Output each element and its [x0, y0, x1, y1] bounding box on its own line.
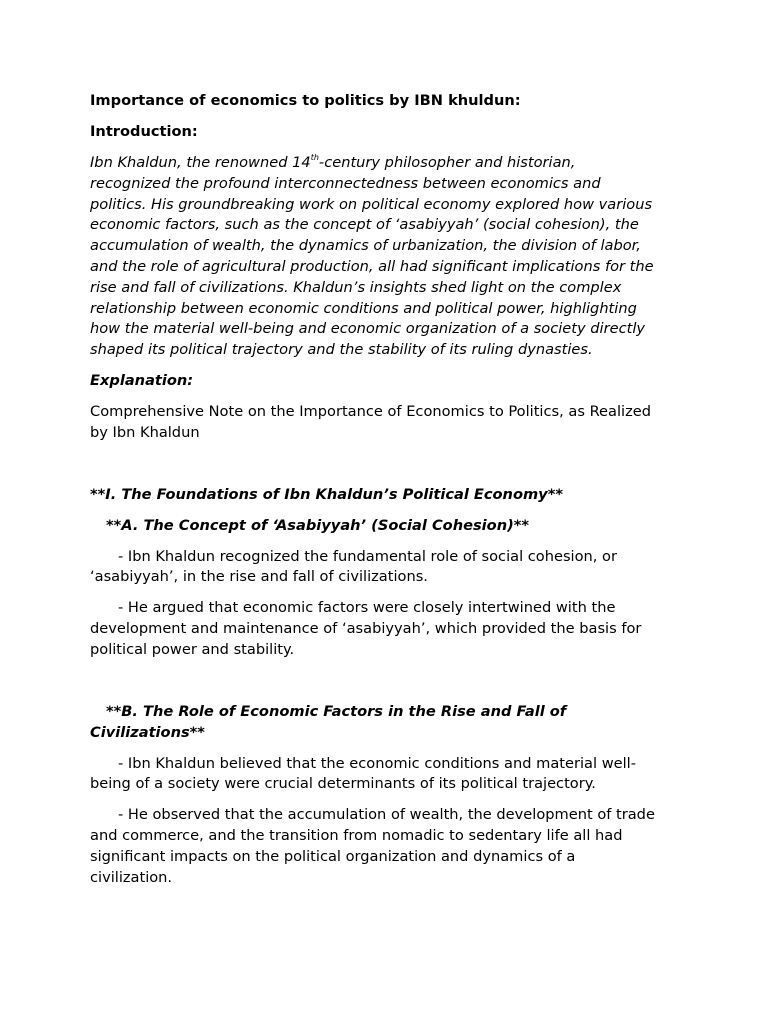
introduction-line: and the role of agricultural production, all had significant implications for the: [90, 257, 654, 275]
bullet-line: and commerce, and the transition from nomadic to sedentary life all had: [90, 827, 623, 845]
bullet-line: significant impacts on the political organization and dynamics of a: [90, 848, 576, 865]
bullet-line: political power and stability.: [90, 641, 295, 659]
bullet-line: - He argued that economic factors were closely intertwined with the: [118, 599, 616, 617]
explanation-line: by Ibn Khaldun: [90, 423, 200, 441]
introduction-line: relationship between economic conditions and political power, highlighting: [90, 299, 637, 317]
bullet-line: civilization.: [90, 868, 173, 886]
introduction-line: economic factors, such as the concept of ‘asabiyyah’ (social cohesion), the: [90, 216, 639, 234]
bullet-line: - Ibn Khaldun believed that the economic conditions and material well-: [118, 754, 636, 772]
subsection-heading: [90, 702, 680, 744]
introduction-line: politics. His groundbreaking work on political economy explored how various: [90, 195, 653, 213]
introduction-line: accumulation of wealth, the dynamics of urbanization, the division of labor,: [90, 237, 641, 255]
introduction-paragraph: [90, 153, 680, 361]
subsection-heading-line: Civilizations**: [90, 723, 205, 741]
bullet-line: - Ibn Khaldun recognized the fundamental role of social cohesion, or: [118, 547, 617, 565]
subsection-heading: **A. The Concept of ‘Asabiyyah’ (Social Cohesion)**: [106, 516, 530, 534]
document-title: Importance of economics to politics by IBN khuldun:: [90, 92, 521, 109]
explanation-heading: Explanation:: [90, 372, 194, 390]
bullet-line: development and maintenance of ‘asabiyyah’, which provided the basis for: [90, 620, 642, 638]
introduction-line: recognized the profound interconnectedness between economics and: [90, 174, 601, 192]
document-body: [90, 91, 680, 889]
ordinal-superscript: th: [310, 153, 319, 163]
introduction-line: shaped its political trajectory and the stability of its ruling dynasties.: [90, 341, 593, 359]
bullet-line: being of a society were crucial determinants of its political trajectory.: [90, 775, 596, 793]
introduction-line: Ibn Khaldun, the renowned 14th-century philosopher and historian,: [90, 153, 576, 171]
explanation-line: Comprehensive Note on the Importance of Economics to Politics, as Realized: [90, 403, 651, 421]
introduction-heading: Introduction:: [90, 122, 198, 140]
section-heading: **I. The Foundations of Ibn Khaldun’s Political Economy**: [90, 485, 563, 503]
bullet-paragraph: [90, 754, 680, 796]
explanation-paragraph: [90, 402, 680, 444]
bullet-paragraph: [90, 805, 680, 888]
bullet-paragraph: [90, 598, 680, 660]
subsection-heading-line: **B. The Role of Economic Factors in the Rise and Fall of: [106, 702, 567, 720]
introduction-line: how the material well-being and economic organization of a society directly: [90, 320, 646, 338]
bullet-paragraph: [90, 547, 680, 589]
bullet-line: - He observed that the accumulation of wealth, the development of trade: [118, 806, 655, 824]
introduction-line: rise and fall of civilizations. Khaldun’s insights shed light on the complex: [90, 278, 622, 296]
bullet-line: ‘asabiyyah’, in the rise and fall of civilizations.: [90, 568, 428, 586]
